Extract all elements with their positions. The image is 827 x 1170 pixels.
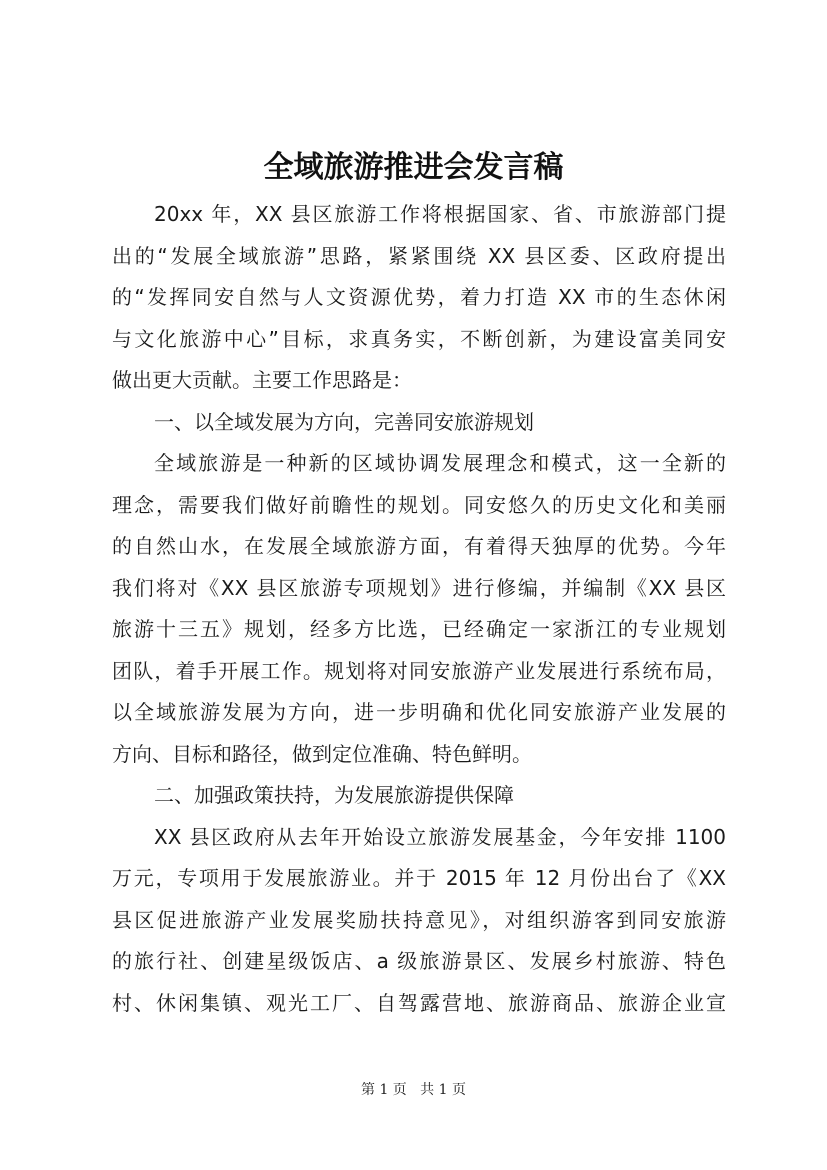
text-line: 我们将对《XX 县区旅游专项规划》进行修编，并编制《XX 县区 (112, 575, 726, 600)
page-number-label: 第 1 页 (361, 1082, 407, 1098)
text-line: 二、加强政策扶持，为发展旅游提供保障 (154, 783, 514, 807)
text-line: 万元，专项用于发展旅游业。并于 2015 年 12 月份出台了《XX (112, 866, 726, 890)
text-line: 的“发挥同安自然与人文资源优势，着力打造 XX 市的生态休闲 (112, 285, 726, 309)
text-line: XX 县区政府从去年开始设立旅游发展基金，今年安排 1100 (154, 824, 726, 849)
document-title: 全域旅游推进会发言稿 (263, 150, 564, 185)
text-line: 出的“发展全域旅游”思路，紧紧围绕 XX 县区委、区政府提出 (112, 243, 726, 268)
text-line: 与文化旅游中心”目标，求真务实，不断创新，为建设富美同安 (112, 326, 726, 351)
text-line: 全域旅游是一种新的区域协调发展理念和模式，这一全新的 (154, 451, 726, 475)
page-footer (0, 1080, 827, 1100)
text-line: 旅游十三五》规划，经多方比选，已经确定一家浙江的专业规划 (112, 617, 726, 641)
document-body (112, 194, 726, 1024)
text-line: 以全域旅游发展为方向，进一步明确和优化同安旅游产业发展的 (112, 700, 726, 724)
text-line: 方向、目标和路径，做到定位准确、特色鲜明。 (112, 741, 532, 766)
text-line: 县区促进旅游产业发展奖励扶持意见》，对组织游客到同安旅游 (112, 907, 726, 932)
text-line: 一、以全域发展为方向，完善同安旅游规划 (154, 409, 534, 434)
text-line: 20xx 年，XX 县区旅游工作将根据国家、省、市旅游部门提 (154, 202, 726, 226)
text-line: 理念，需要我们做好前瞻性的规划。同安悠久的历史文化和美丽 (112, 492, 726, 517)
text-line: 村、休闲集镇、观光工厂、自驾露营地、旅游商品、旅游企业宣 (112, 990, 726, 1015)
text-line: 的旅行社、创建星级饭店、a 级旅游景区、发展乡村旅游、特色 (112, 949, 726, 973)
text-line: 的自然山水，在发展全域旅游方面，有着得天独厚的优势。今年 (112, 534, 726, 558)
page-total-label: 共 1 页 (420, 1082, 466, 1098)
text-line: 做出更大贡献。主要工作思路是： (112, 368, 412, 392)
text-line: 团队，着手开展工作。规划将对同安旅游产业发展进行系统布局， (112, 658, 726, 683)
